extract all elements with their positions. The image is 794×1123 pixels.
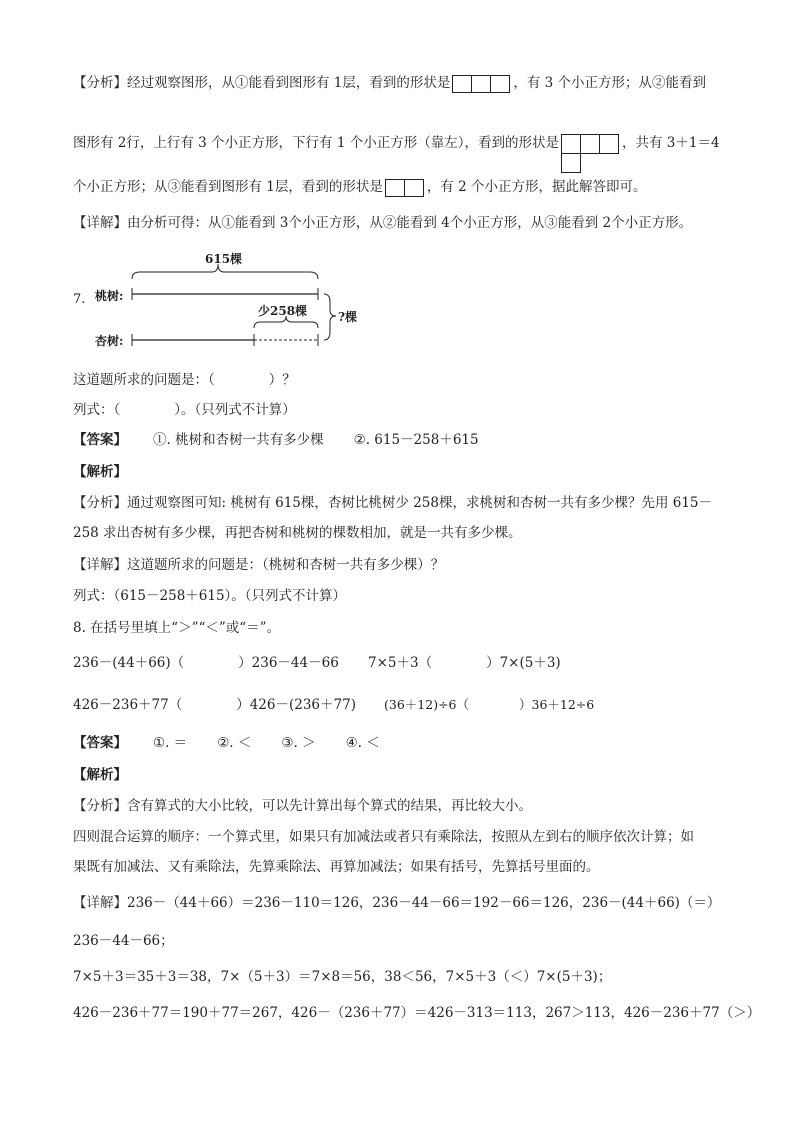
q6-analysis-line3: 个小正方形；从③能看到图形有 1层，看到的形状是 ，有 2 个小正方形，据此解答即可。 <box>73 179 647 195</box>
q8-detail-4: 426－236＋77＝190＋77＝267，426－（236＋77）＝426－313＝113，267＞113，426－236＋77（＞） <box>73 1005 761 1021</box>
q8-detail-3: 7×5＋3＝35＋3＝38，7×（5＋3）＝7×8＝56，38＜56，7×5＋3（＜）7×(5＋3)； <box>73 969 612 985</box>
q8-row1-a: 236－(44＋66)（ ）236－44－66 <box>73 655 339 671</box>
q7-answer-2: ②. 615－258＋615 <box>353 432 479 448</box>
q8-analysis-2: 四则混合运算的顺序：一个算式里，如果只有加减法或者只有乘除法，按照从左到右的顺序依次计算；如 <box>73 829 694 845</box>
q8-answer-1: ①. ＝ <box>153 735 188 751</box>
q8-analysis-3: 果既有加减法、又有乘除法，先算乘除法、再算加减法；如果有括号，先算括号里面的。 <box>73 859 600 875</box>
q8-detail-2: 236－44－66； <box>73 933 174 949</box>
q8-analysis-1: 【分析】含有算式的大小比较，可以先计算出每个算式的结果，再比较大小。 <box>73 798 532 814</box>
q7-answer-1: ①. 桃树和杏树一共有多少棵 <box>153 432 324 448</box>
q7-formula-line: 列式：（ ）。（只列式不计算） <box>73 402 296 418</box>
q8-answer-4: ④. ＜ <box>345 735 380 751</box>
q7-answer-line: 【答案】 ①. 桃树和杏树一共有多少棵 ②. 615－258＋615 <box>73 432 479 448</box>
q7-label-question: ?棵 <box>338 310 358 324</box>
q8-row2-b: (36＋12)÷6（ ）36＋12÷6 <box>384 697 595 712</box>
shape-two-squares <box>386 178 424 197</box>
q7-analysis-2: 258 求出杏树有多少棵，再把杏树和桃树的棵数相加，就是一共有多少棵。 <box>73 525 522 541</box>
q6-detail: 【详解】由分析可得：从①能看到 3个小正方形，从②能看到 4个小正方形，从③能看到 2个小正方形。 <box>73 215 693 231</box>
q8-jiexi: 【解析】 <box>73 767 127 783</box>
q7-jiexi: 【解析】 <box>73 464 127 480</box>
q8-detail-1: 【详解】236－（44＋66）＝236－110＝126，236－44－66＝192－66＝126，236－(44＋66)（＝） <box>73 895 721 911</box>
q7-detail-2: 列式：（615－258＋615）。（只列式不计算） <box>73 588 347 604</box>
q7-analysis-1: 【分析】通过观察图可知: 桃树有 615棵，杏树比桃树少 258棵，求桃树和杏树一共有多少棵？先用 615－ <box>73 495 713 511</box>
q8-answer-3: ③. ＞ <box>281 735 316 751</box>
q6-analysis-line2: 图形有 2行，上行有 3 个小正方形，下行有 1 个小正方形（靠左），看到的形状是 ，共有 3＋1＝4 <box>73 124 720 163</box>
q8-row1-b: 7×5＋3（ ）7×(5＋3) <box>368 655 561 671</box>
q7-label-615: 615棵 <box>205 252 243 266</box>
q7-label-peach: 桃树: <box>95 289 124 303</box>
q8-answer-line: 【答案】 ①. ＝ ②. ＜ ③. ＞ ④. ＜ <box>73 735 380 751</box>
shape-three-squares <box>453 74 510 93</box>
q7-question-line: 这道题所求的问题是：（ ）？ <box>73 372 296 388</box>
q8-title: 8. 在括号里填上“＞”“＜”或“＝”。 <box>73 620 281 636</box>
q7-number: 7. <box>73 292 86 307</box>
q8-answer-2: ②. ＜ <box>217 735 252 751</box>
q6-analysis-text: 【分析】经过观察图形，从①能看到图形有 1层，看到的形状是 <box>73 75 451 91</box>
q7-detail-1: 【详解】这道题所求的问题是：（桃树和杏树一共有多少棵）？ <box>73 557 445 573</box>
q7-label-apricot: 杏树: <box>95 334 124 348</box>
q6-analysis-line1: 【分析】经过观察图形，从①能看到图形有 1层，看到的形状是 ，有 3 个小正方形；从②能看到 <box>73 75 707 91</box>
q7-label-less: 少258棵 <box>258 304 308 318</box>
shape-l-squares <box>562 134 619 173</box>
q8-row2-a: 426－236＋77（ ）426－(236＋77) <box>73 697 356 713</box>
